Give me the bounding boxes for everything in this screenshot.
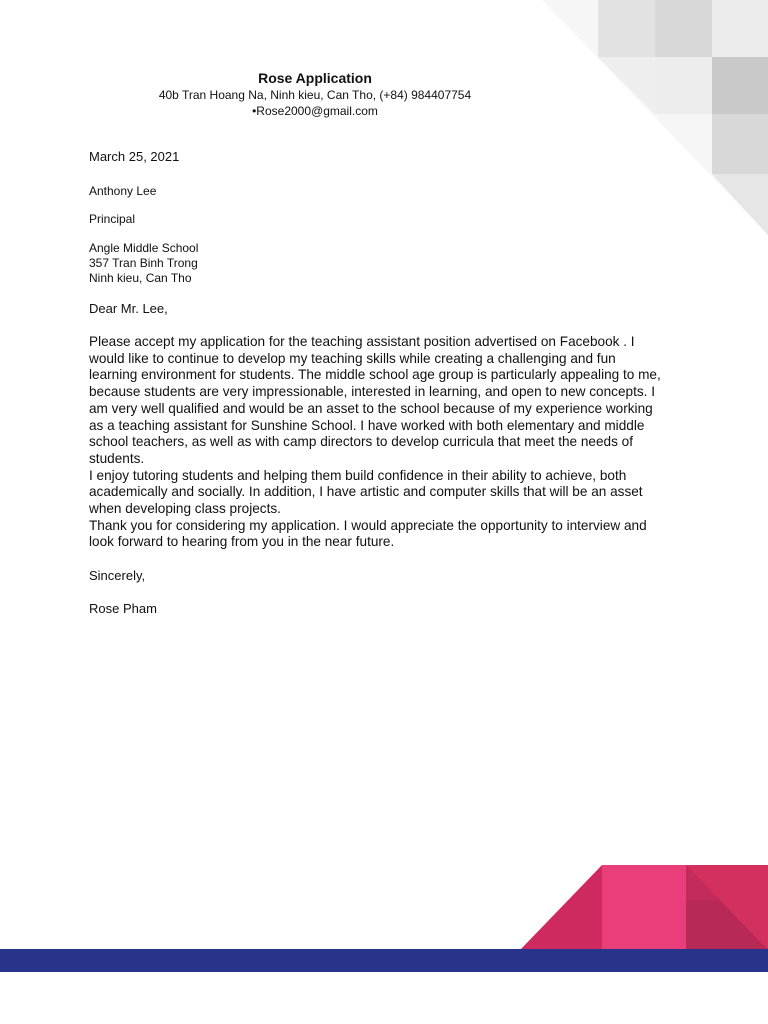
body-line: Please accept my application for the teaching assistant position advertised on Facebook . I bbox=[89, 334, 635, 349]
top-corner-decoration bbox=[0, 0, 768, 240]
recipient-name: Anthony Lee bbox=[89, 184, 157, 198]
salutation: Dear Mr. Lee, bbox=[89, 301, 168, 316]
body-line: when developing class projects. bbox=[89, 501, 281, 517]
letter-date: March 25, 2021 bbox=[89, 149, 180, 164]
address-line: Ninh kieu, Can Tho bbox=[89, 271, 192, 285]
body-paragraph bbox=[89, 518, 689, 551]
address-line: Angle Middle School bbox=[89, 241, 199, 255]
body-paragraph bbox=[89, 468, 689, 518]
applicant-address: 40b Tran Hoang Na, Ninh kieu, Can Tho, (+84) 984407754 bbox=[158, 88, 472, 102]
body-line: because students are very impressionable, interested in learning, and open to new concepts. I bbox=[89, 384, 655, 400]
body-line: I enjoy tutoring students and helping them build confidence in their ability to achieve, both bbox=[89, 467, 627, 483]
recipient-address bbox=[89, 241, 198, 286]
closing: Sincerely, bbox=[89, 568, 146, 583]
body-line: Thank you for considering my application. I would appreciate the opportunity to interview and bbox=[89, 517, 647, 533]
applicant-email: •Rose2000@gmail.com bbox=[252, 104, 378, 118]
body-line: am very well qualified and would be an asset to the school because of my experience working bbox=[89, 400, 653, 416]
signature: Rose Pham bbox=[89, 601, 157, 616]
body-line: look forward to hearing from you in the near future. bbox=[89, 534, 395, 550]
letter-body bbox=[89, 334, 689, 551]
bottom-decoration bbox=[0, 860, 768, 1024]
body-line: learning environment for students. The middle school age group is particularly appealing to me, bbox=[89, 367, 661, 383]
body-line: as a teaching assistant for Sunshine School. I have worked with both elementary and middle bbox=[89, 417, 645, 433]
applicant-name: Rose Application bbox=[258, 70, 372, 86]
body-paragraph bbox=[89, 334, 689, 468]
body-line: school teachers, as well as with camp directors to develop curricula that meet the needs of bbox=[89, 434, 634, 450]
body-line: academically and socially. In addition, I have artistic and computer skills that will be an asset bbox=[89, 484, 643, 500]
body-line: students. bbox=[89, 450, 145, 466]
body-line: would like to continue to develop my teaching skills while creating a challenging and fun bbox=[89, 350, 616, 366]
recipient-title: Principal bbox=[89, 212, 136, 226]
address-line: 357 Tran Binh Trong bbox=[89, 256, 198, 270]
letterhead bbox=[90, 70, 540, 119]
